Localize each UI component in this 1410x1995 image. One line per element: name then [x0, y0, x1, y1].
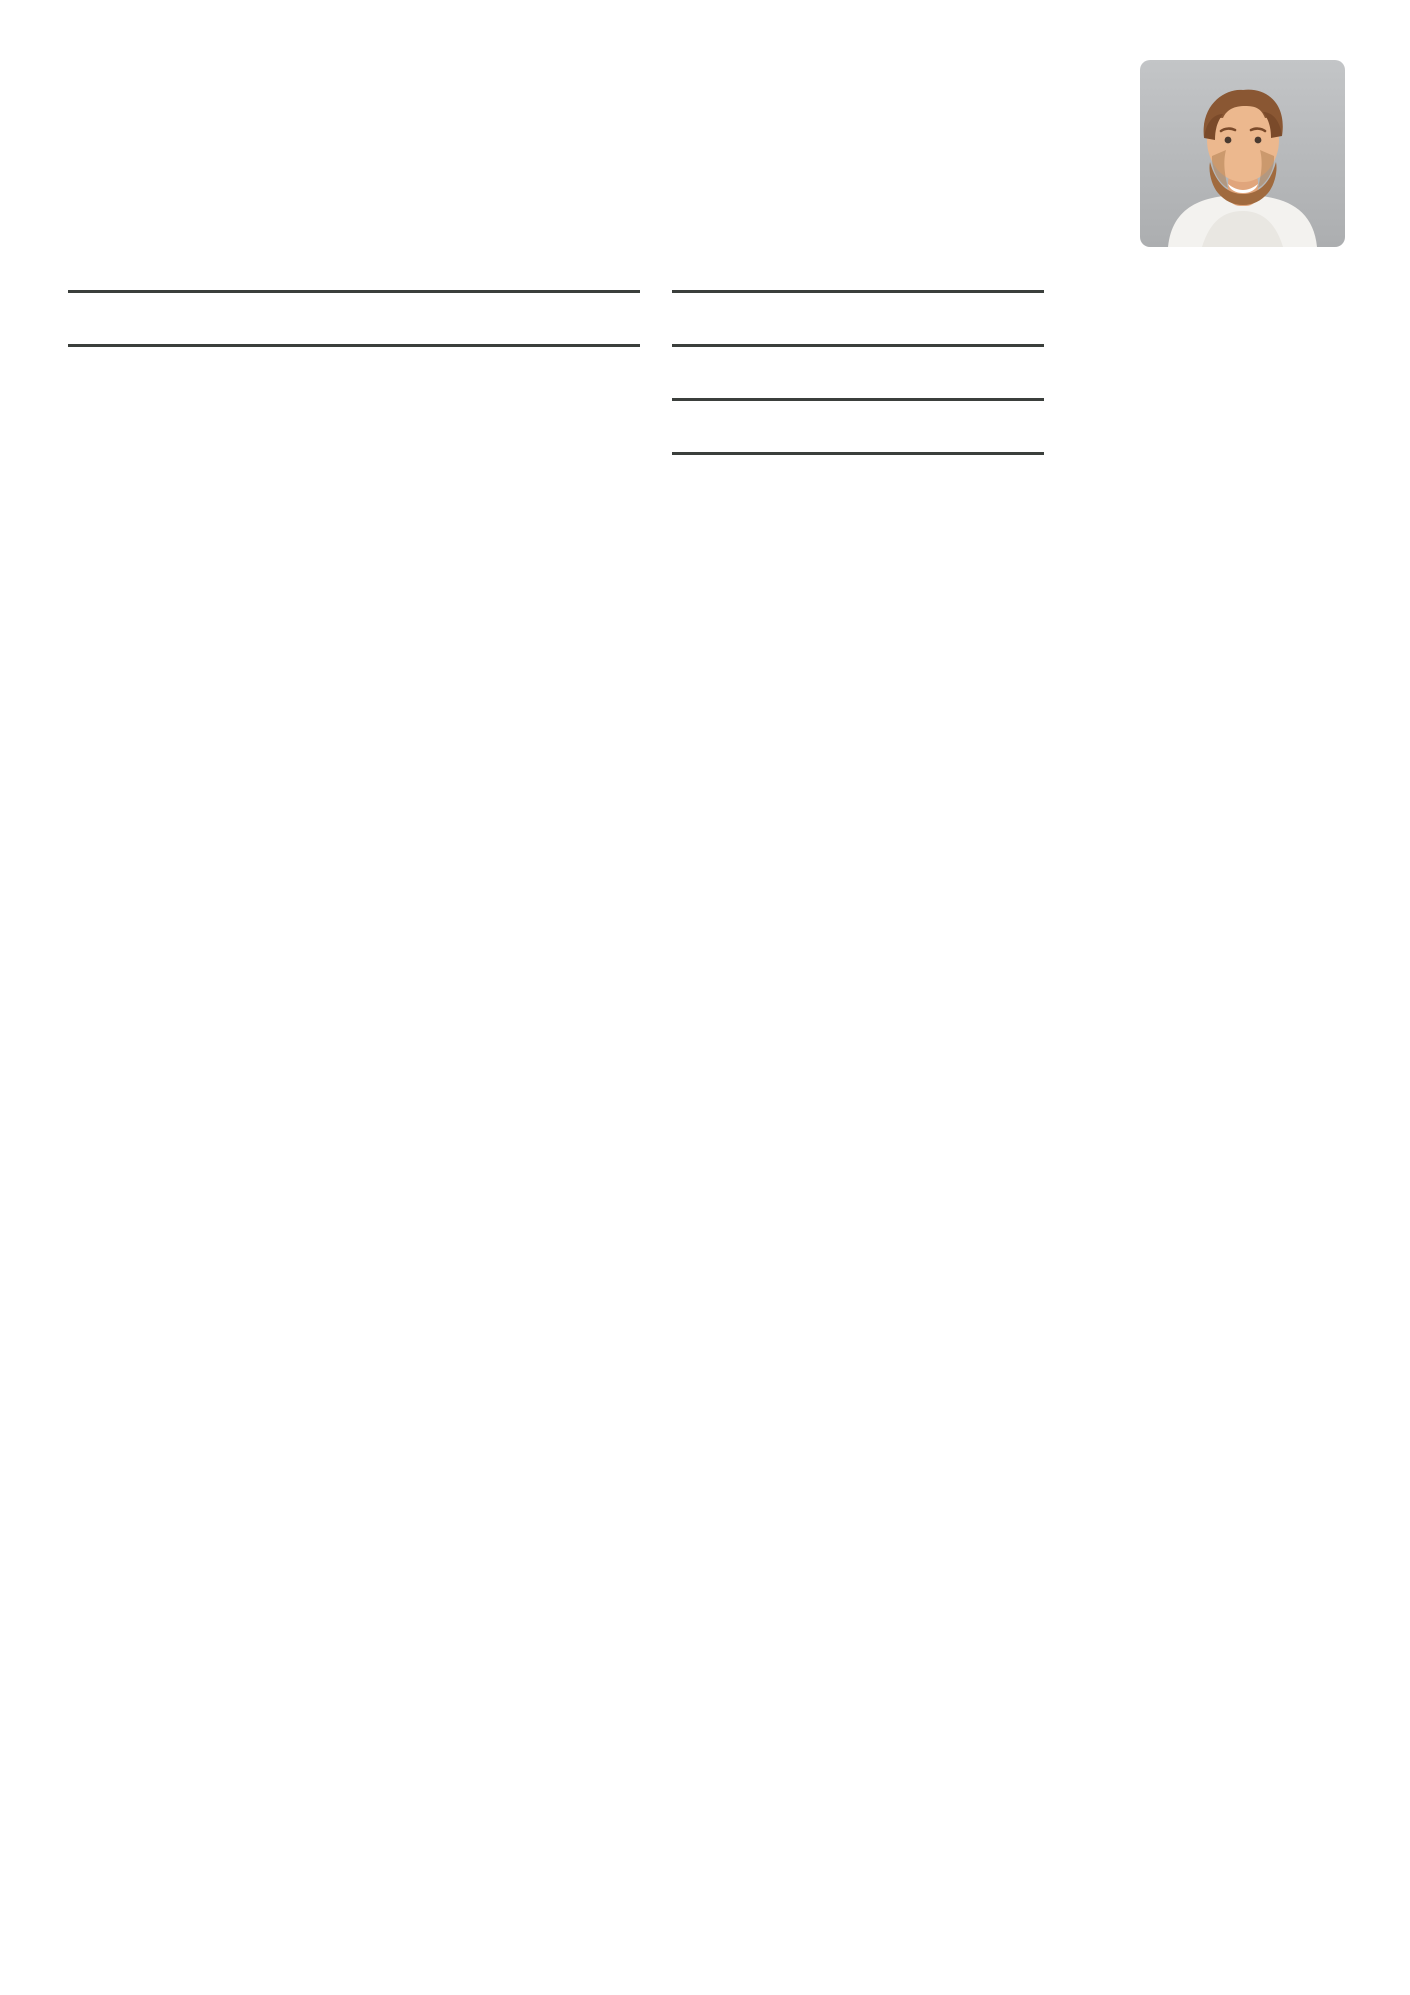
section-resumo: [68, 281, 640, 293]
section-title-courses: [672, 389, 1044, 401]
left-column: [68, 281, 640, 497]
section-experiencia: [68, 335, 640, 347]
section-habilidades: [672, 335, 1044, 347]
section-title-paixoes: [672, 443, 1044, 455]
section-title-habilidades: [672, 335, 1044, 347]
section-courses: [672, 389, 1044, 401]
profile-photo: [1140, 60, 1345, 247]
section-conquistas: [672, 281, 1044, 293]
section-paixoes: [672, 443, 1044, 455]
content-columns: [68, 281, 1345, 497]
header: [68, 57, 1345, 247]
right-column: [672, 281, 1044, 497]
section-title-resumo: [68, 281, 640, 293]
section-title-experiencia: [68, 335, 640, 347]
section-title-conquistas: [672, 281, 1044, 293]
